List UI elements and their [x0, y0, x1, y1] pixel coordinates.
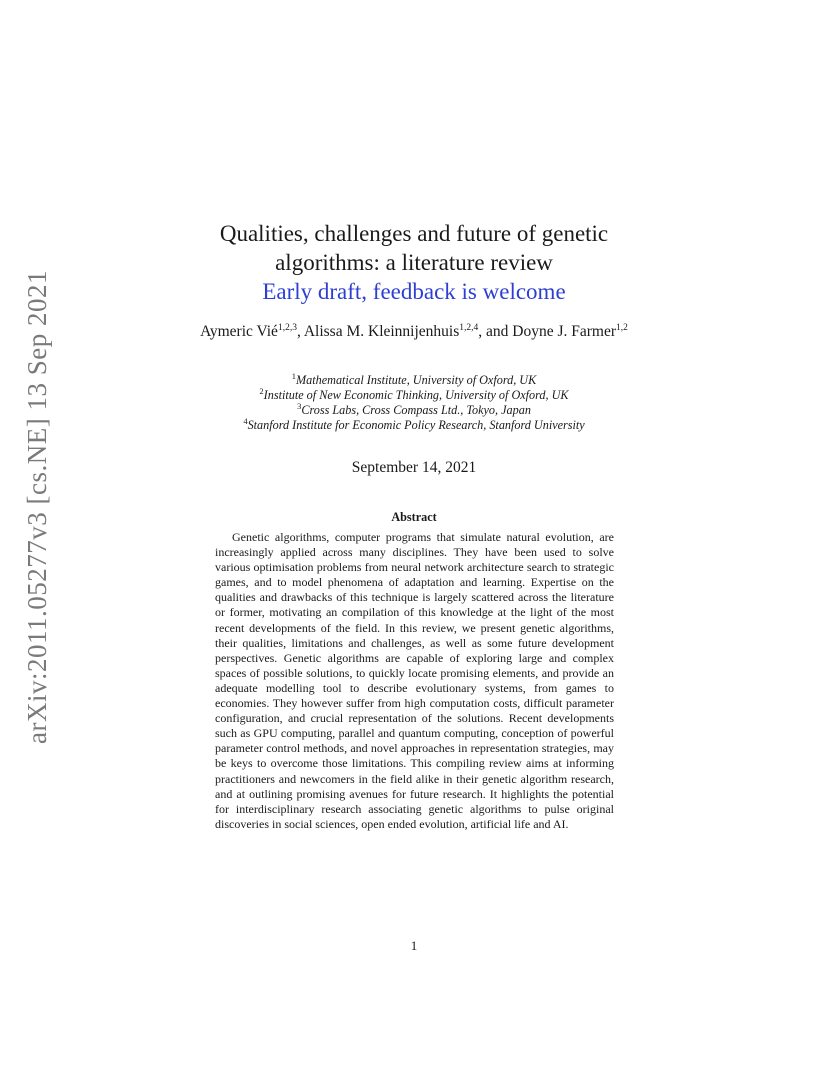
- author-affiliation-marks: 1,2,3: [277, 323, 297, 333]
- author-name: Aymeric Vié: [200, 323, 278, 340]
- draft-notice: Early draft, feedback is welcome: [262, 279, 566, 304]
- abstract-heading: Abstract: [391, 510, 437, 524]
- author-list: [190, 322, 638, 342]
- affiliation-line: [160, 388, 668, 403]
- affiliation-number: 1: [291, 371, 297, 381]
- affiliation-line: [160, 418, 668, 433]
- affiliation-text: Stanford Institute for Economic Policy Research, Stanford University: [247, 418, 585, 432]
- affiliation-number: 4: [243, 416, 248, 426]
- abstract-body: Genetic algorithms, computer programs that simulate natural evolution, are increasingly applied across many disciplines. They have been used to solve various optimisation problems from neural network architecture search to strategic games, and to model phenomena of adaptation and learning. Expertise on the qualities and drawbacks of this technique is largely scattered across the literature or former, motivating an compilation of this knowledge at the light of the most recent developments of the field. In this review, we present genetic algorithms, their qualities, limitations and challenges, as well as some future development perspectives. Genetic algorithms are capable of exploring large and complex spaces of possible solutions, to quickly locate promising elements, and provide an adequate modelling tool to describe evolutionary systems, from games to economies. They however suffer from high computation costs, difficult parameter configuration, and crucial representation of the solutions. Recent developments such as GPU computing, parallel and quantum computing, conception of powerful parameter control methods, and novel approaches in representation strategies, may be keys to overcome those limitations. This compiling review aims at informing practitioners and newcomers in the field alike in their genetic algorithm research, and at outlining promising avenues for future research. It highlights the potential for interdisciplinary research associating genetic algorithms to pulse original discoveries in social sciences, open ended evolution, artificial life and AI.: [215, 530, 614, 831]
- paper-title: [160, 219, 668, 306]
- affiliation-number: 3: [297, 401, 302, 411]
- author-affiliation-marks: 1,2,4: [459, 323, 479, 333]
- affiliation-line: [160, 403, 668, 418]
- author-name: Alissa M. Kleinnijenhuis: [303, 323, 460, 340]
- author-separator: ,: [296, 323, 304, 340]
- title-line-1: Qualities, challenges and future of genetic: [219, 221, 609, 246]
- page-number: 1: [410, 938, 418, 953]
- affiliation-text: Institute of New Economic Thinking, University of Oxford, UK: [263, 388, 569, 402]
- arxiv-stamp-text: arXiv:2011.05277v3 [cs.NE] 13 Sep 2021: [22, 270, 52, 744]
- publication-date: September 14, 2021: [351, 459, 477, 476]
- author-name: , and Doyne J. Farmer: [478, 323, 617, 340]
- title-line-2: algorithms: a literature review: [275, 250, 553, 275]
- affiliation-list: [160, 373, 668, 433]
- affiliation-text: Cross Labs, Cross Compass Ltd., Tokyo, Japan: [301, 403, 531, 417]
- author-affiliation-marks: 1,2: [616, 323, 628, 333]
- affiliation-text: Mathematical Institute, University of Oxford, UK: [296, 373, 537, 387]
- affiliation-line: [160, 373, 668, 388]
- affiliation-number: 2: [259, 386, 264, 396]
